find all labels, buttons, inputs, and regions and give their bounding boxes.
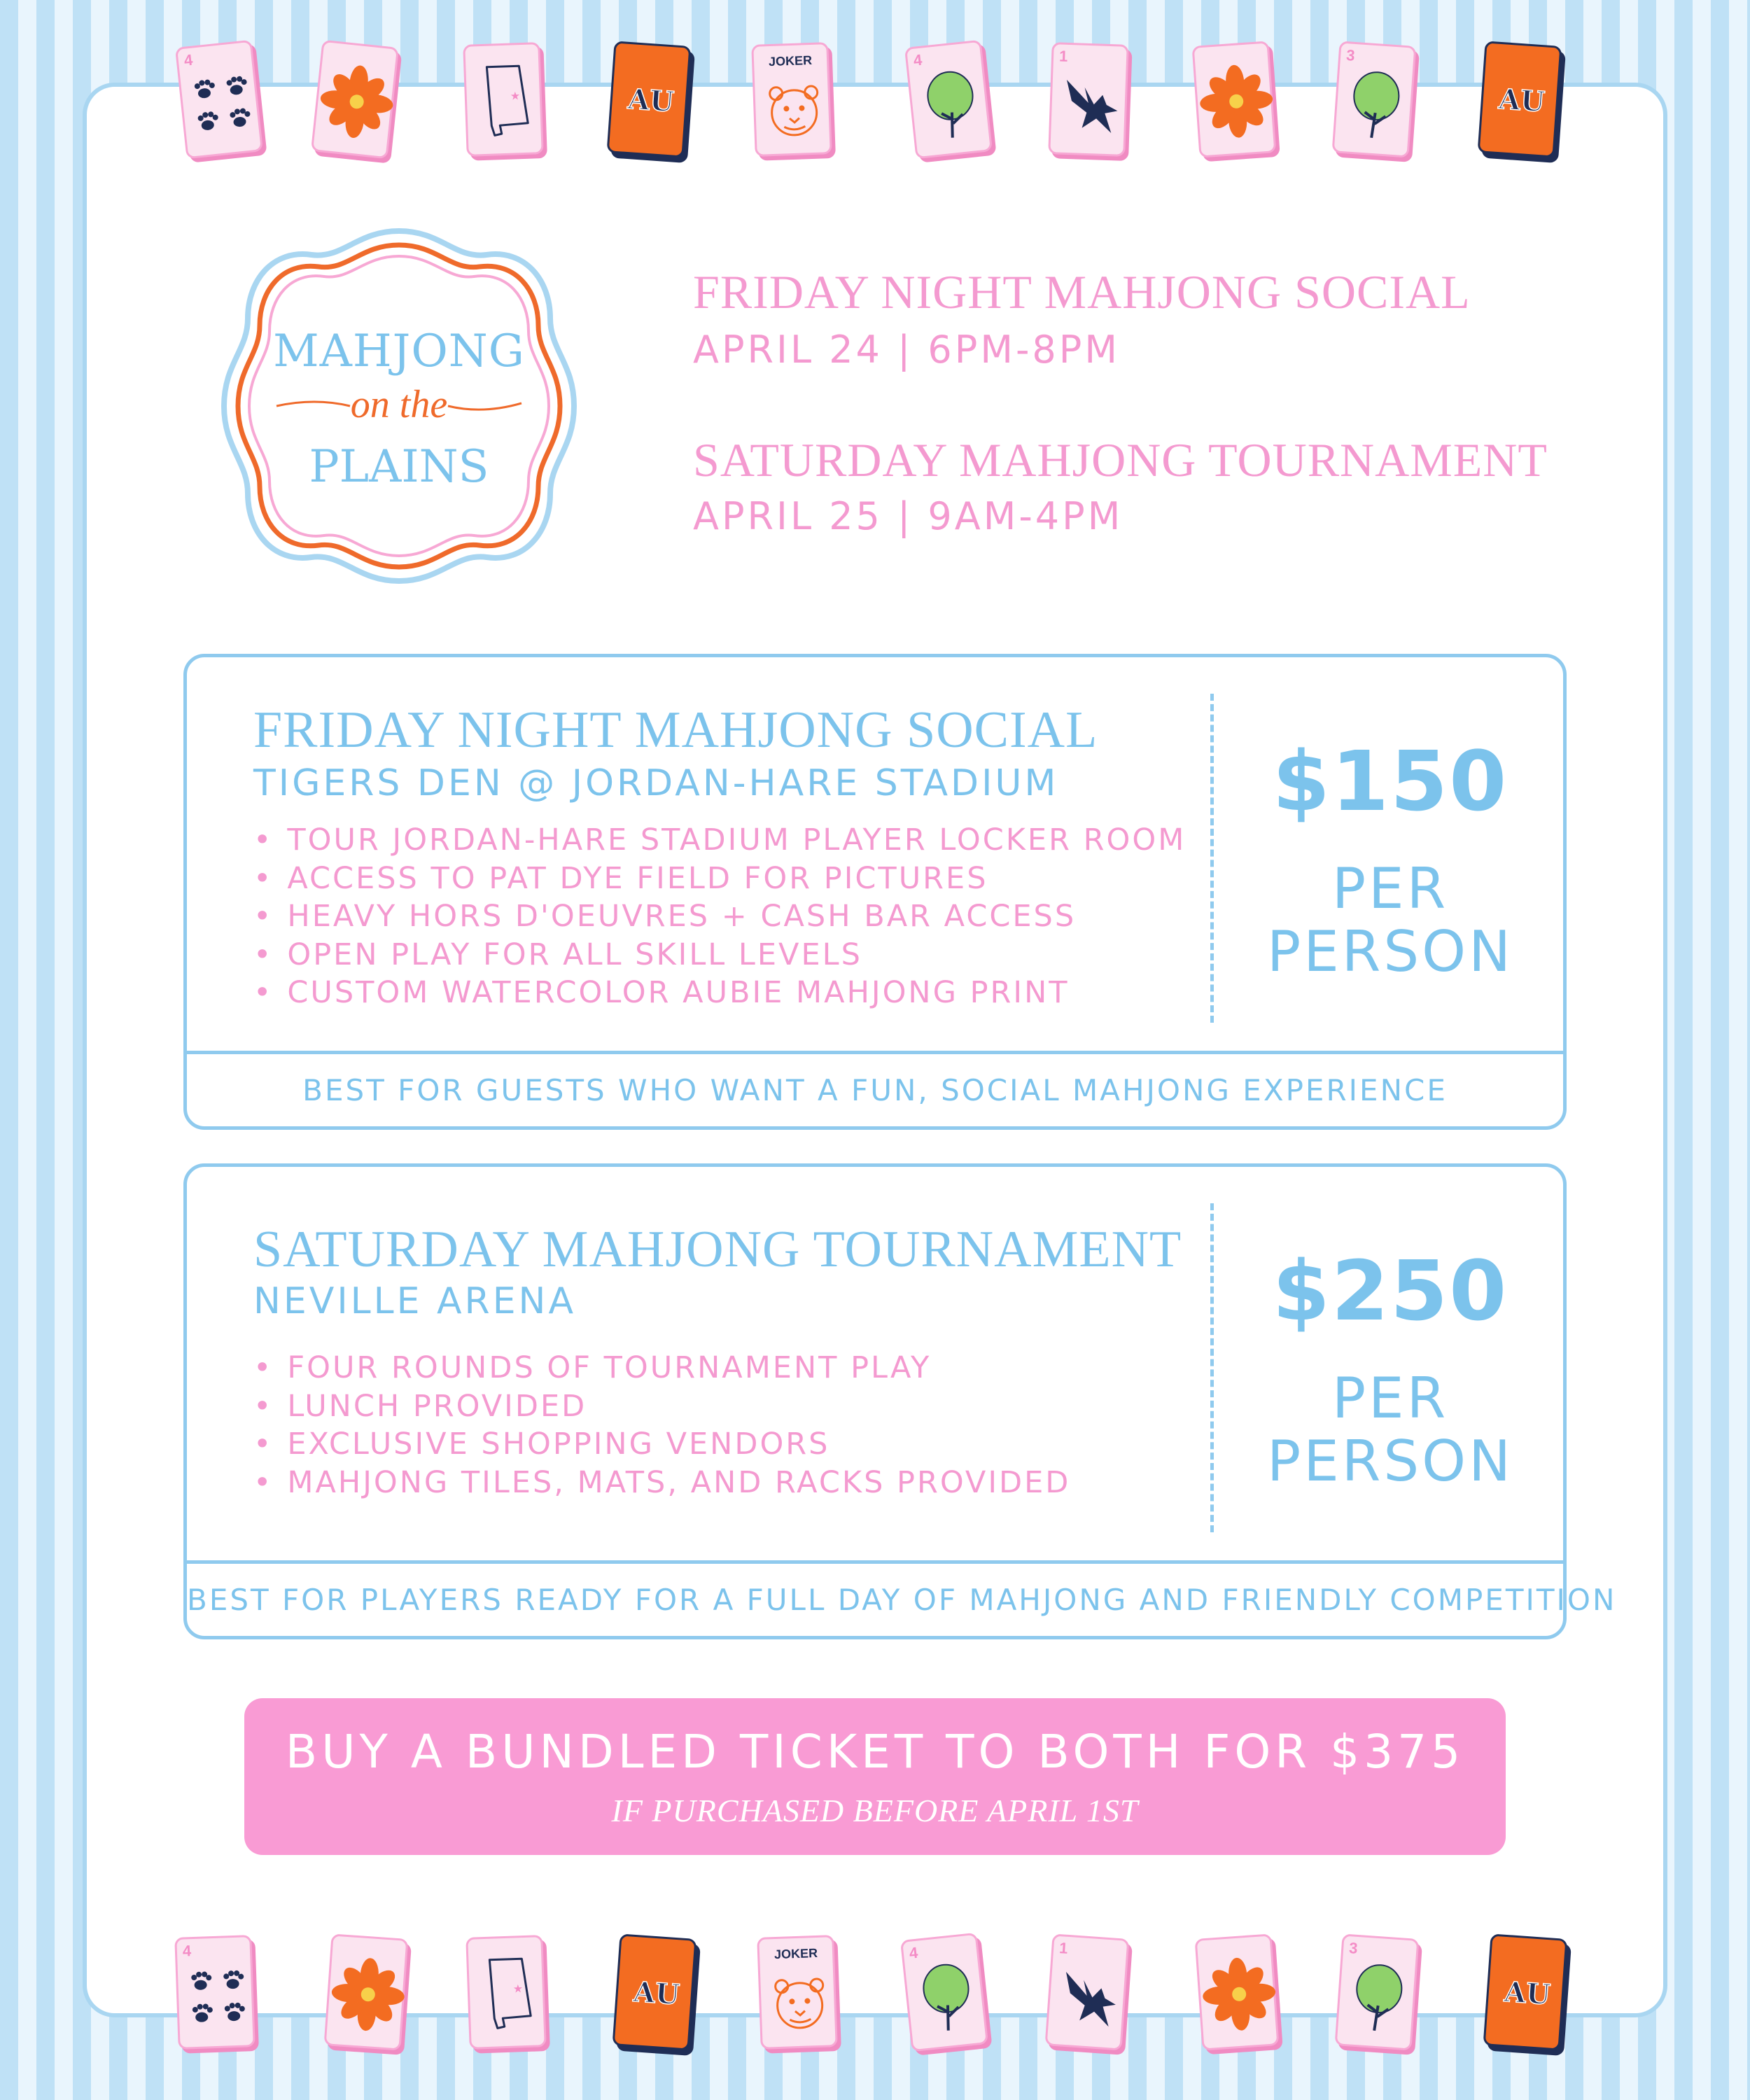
au-tile bbox=[607, 41, 692, 158]
feature-item: • HEAVY HORS D'OEUVRES + CASH BAR ACCESS bbox=[253, 897, 1186, 936]
tree-icon bbox=[1336, 1936, 1421, 2053]
tree-tile bbox=[904, 40, 993, 160]
package-card-friday bbox=[183, 654, 1567, 1130]
paws-icon bbox=[176, 1937, 258, 2052]
package-price: $250 bbox=[1272, 1242, 1508, 1339]
event-date-saturday: APRIL 25 | 9AM-4PM bbox=[693, 494, 1124, 538]
svg-text:AU: AU bbox=[632, 1975, 681, 2012]
package-card-saturday bbox=[183, 1163, 1617, 1639]
feature-item: • CUSTOM WATERCOLOR AUBIE MAHJONG PRINT bbox=[253, 974, 1186, 1012]
tile-number: 3 bbox=[1348, 1939, 1359, 1957]
per-label: PER bbox=[1331, 1366, 1449, 1431]
bundle-ticket-banner[interactable] bbox=[244, 1698, 1506, 1855]
paws-tile bbox=[174, 1935, 255, 2050]
joker-tile bbox=[751, 42, 832, 157]
tile-number: 4 bbox=[908, 1943, 919, 1962]
flower-tile-2 bbox=[1195, 1933, 1280, 2050]
package-note: BEST FOR PLAYERS READY FOR A FULL DAY OF MAHJONG AND FRIENDLY COMPETITION bbox=[187, 1583, 1617, 1617]
eagle-tile bbox=[1045, 1933, 1130, 2050]
au-logo-icon bbox=[614, 1936, 699, 2053]
flower-tile bbox=[311, 40, 399, 160]
tree-icon bbox=[902, 1934, 990, 2054]
tree-icon bbox=[906, 41, 995, 161]
tree-tile-2 bbox=[1332, 41, 1417, 158]
au-tile bbox=[612, 1933, 697, 2050]
tile-row-bottom bbox=[0, 1936, 1750, 2055]
alabama-map-icon bbox=[468, 1937, 549, 2052]
bundle-condition: IF PURCHASED BEFORE APRIL 1ST bbox=[611, 1793, 1139, 1828]
alabama-tile bbox=[465, 1935, 547, 2050]
package-title: FRIDAY NIGHT MAHJONG SOCIAL bbox=[253, 701, 1098, 759]
tree-icon bbox=[1334, 43, 1418, 160]
feature-item: • OPEN PLAY FOR ALL SKILL LEVELS bbox=[253, 936, 1186, 974]
package-features bbox=[253, 821, 1186, 1012]
event-title-friday: FRIDAY NIGHT MAHJONG SOCIAL bbox=[693, 265, 1471, 318]
feature-item: • ACCESS TO PAT DYE FIELD FOR PICTURES bbox=[253, 860, 1186, 898]
paws-icon bbox=[177, 41, 265, 161]
logo-line-on-the: on the bbox=[350, 383, 448, 426]
feature-item: • EXCLUSIVE SHOPPING VENDORS bbox=[253, 1425, 1070, 1464]
flower-icon bbox=[1194, 43, 1279, 160]
package-features bbox=[253, 1349, 1070, 1502]
bundle-title: BUY A BUNDLED TICKET TO BOTH FOR $375 bbox=[285, 1725, 1465, 1779]
flower-tile bbox=[324, 1933, 409, 2050]
au-logo-icon bbox=[1485, 1936, 1569, 2053]
eagle-tile bbox=[1048, 42, 1129, 157]
tile-number: 4 bbox=[182, 1942, 192, 1960]
au-logo-icon bbox=[1479, 43, 1564, 160]
svg-text:★: ★ bbox=[512, 1982, 524, 1996]
alabama-tile bbox=[463, 42, 544, 157]
tiger-face-icon bbox=[759, 1937, 840, 2052]
feature-item: • MAHJONG TILES, MATS, AND RACKS PROVIDED bbox=[253, 1464, 1070, 1502]
package-venue: TIGERS DEN @ JORDAN-HARE STADIUM bbox=[253, 762, 1059, 804]
feature-item: • LUNCH PROVIDED bbox=[253, 1387, 1070, 1426]
tree-tile bbox=[900, 1933, 988, 2052]
paws-tile bbox=[175, 40, 263, 160]
au-logo-icon bbox=[608, 43, 693, 160]
tree-tile-2 bbox=[1335, 1933, 1420, 2050]
note-divider bbox=[187, 1560, 1563, 1564]
feature-item: • TOUR JORDAN-HARE STADIUM PLAYER LOCKER ROOM bbox=[253, 821, 1186, 860]
mahjong-on-the-plains-logo bbox=[214, 217, 584, 595]
tile-number: 4 bbox=[183, 50, 194, 69]
event-title-saturday: SATURDAY MAHJONG TOURNAMENT bbox=[693, 433, 1548, 486]
alabama-map-icon bbox=[465, 44, 546, 159]
flower-icon bbox=[1197, 1935, 1282, 2052]
tile-number: 3 bbox=[1345, 46, 1356, 64]
au-tile-2 bbox=[1483, 1933, 1568, 2050]
au-tile-2 bbox=[1478, 41, 1562, 158]
tile-number: 1 bbox=[1058, 47, 1068, 65]
svg-text:AU: AU bbox=[1497, 82, 1546, 119]
package-note: BEST FOR GUESTS WHO WANT A FUN, SOCIAL MAHJONG EXPERIENCE bbox=[302, 1073, 1448, 1107]
eagle-icon bbox=[1046, 1936, 1131, 2053]
eagle-icon bbox=[1050, 44, 1131, 159]
per-label: PER bbox=[1331, 856, 1449, 921]
package-price: $150 bbox=[1272, 733, 1508, 830]
tiger-face-icon bbox=[753, 44, 834, 159]
feature-item: • FOUR ROUNDS OF TOURNAMENT PLAY bbox=[253, 1349, 1070, 1387]
person-label: PERSON bbox=[1267, 1429, 1513, 1494]
event-date-friday: APRIL 24 | 6PM-8PM bbox=[693, 328, 1120, 372]
package-venue: NEVILLE ARENA bbox=[253, 1280, 577, 1322]
svg-text:AU: AU bbox=[1503, 1975, 1552, 2012]
joker-tile bbox=[757, 1935, 838, 2050]
person-label: PERSON bbox=[1267, 919, 1513, 984]
note-divider bbox=[187, 1051, 1563, 1054]
flower-tile-2 bbox=[1192, 41, 1277, 158]
flower-icon bbox=[326, 1936, 410, 2053]
svg-text:★: ★ bbox=[510, 89, 521, 103]
tile-number: 4 bbox=[912, 50, 923, 69]
svg-text:AU: AU bbox=[626, 82, 676, 119]
flower-icon bbox=[313, 42, 401, 162]
joker-label: JOKER bbox=[768, 52, 813, 69]
joker-label: JOKER bbox=[774, 1945, 818, 1962]
logo-line-plains: PLAINS bbox=[309, 441, 489, 493]
package-title: SATURDAY MAHJONG TOURNAMENT bbox=[253, 1221, 1182, 1278]
tile-number: 1 bbox=[1058, 1939, 1069, 1957]
logo-line-mahjong: MAHJONG bbox=[273, 326, 525, 377]
tile-row-top bbox=[0, 43, 1750, 162]
